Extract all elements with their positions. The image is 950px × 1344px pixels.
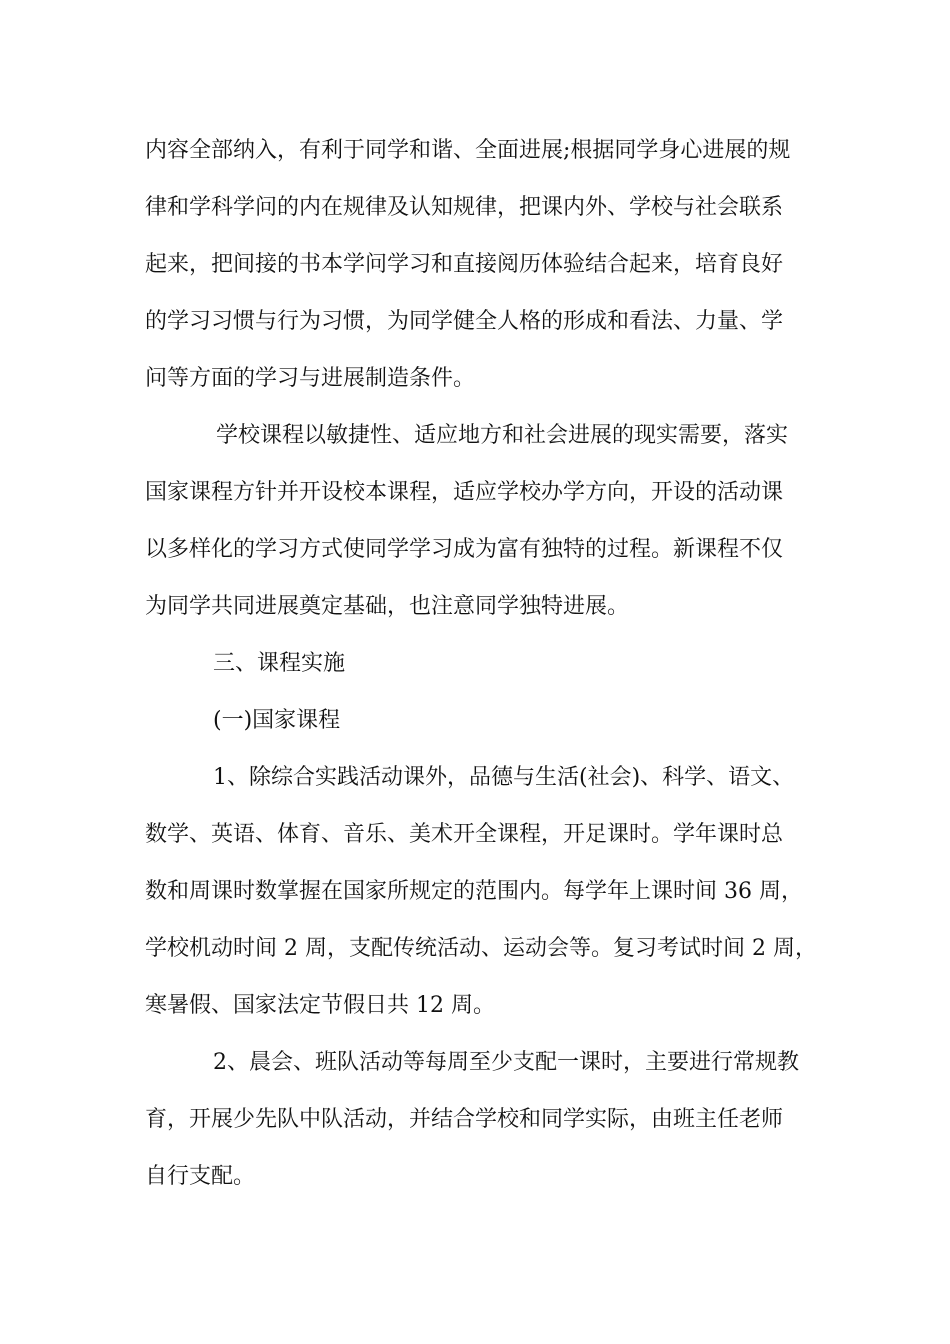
text-line: 以多样化的学习方式使同学学习成为富有独特的过程。新课程不仅 [145, 537, 784, 562]
text-line: 律和学科学问的内在规律及认知规律，把课内外、学校与社会联系 [145, 195, 784, 220]
text-line: 国家课程方针并开设校本课程，适应学校办学方向，开设的活动课 [145, 480, 784, 505]
text-line: 为同学共同进展奠定基础，也注意同学独特进展。 [145, 594, 630, 619]
text-line: 学校机动时间 2 周，支配传统活动、运动会等。复习考试时间 2 周， [145, 936, 817, 961]
text-line: 数学、英语、体育、音乐、美术开全课程，开足课时。学年课时总 [145, 822, 784, 847]
text-line: 自行支配。 [145, 1164, 256, 1189]
text-line: 起来，把间接的书本学问学习和直接阅历体验结合起来，培育良好 [145, 252, 784, 277]
text-line: 2、晨会、班队活动等每周至少支配一课时，主要进行常规教 [213, 1050, 799, 1075]
text-line: 育，开展少先队中队活动，并结合学校和同学实际，由班主任老师 [145, 1107, 784, 1132]
subsection-heading: (一)国家课程 [213, 708, 341, 733]
text-line: 数和周课时数掌握在国家所规定的范围内。每学年上课时间 36 周， [145, 879, 803, 904]
text-line: 内容全部纳入，有利于同学和谐、全面进展;根据同学身心进展的规 [145, 138, 791, 163]
text-line: 学校课程以敏捷性、适应地方和社会进展的现实需要，落实 [216, 423, 789, 448]
text-line: 1、除综合实践活动课外，品德与生活(社会)、科学、语文、 [213, 765, 795, 790]
text-line: 寒暑假、国家法定节假日共 12 周。 [145, 993, 495, 1018]
text-line: 的学习习惯与行为习惯，为同学健全人格的形成和看法、力量、学 [145, 309, 784, 334]
section-heading: 三、课程实施 [213, 651, 346, 676]
text-line: 问等方面的学习与进展制造条件。 [145, 366, 476, 391]
